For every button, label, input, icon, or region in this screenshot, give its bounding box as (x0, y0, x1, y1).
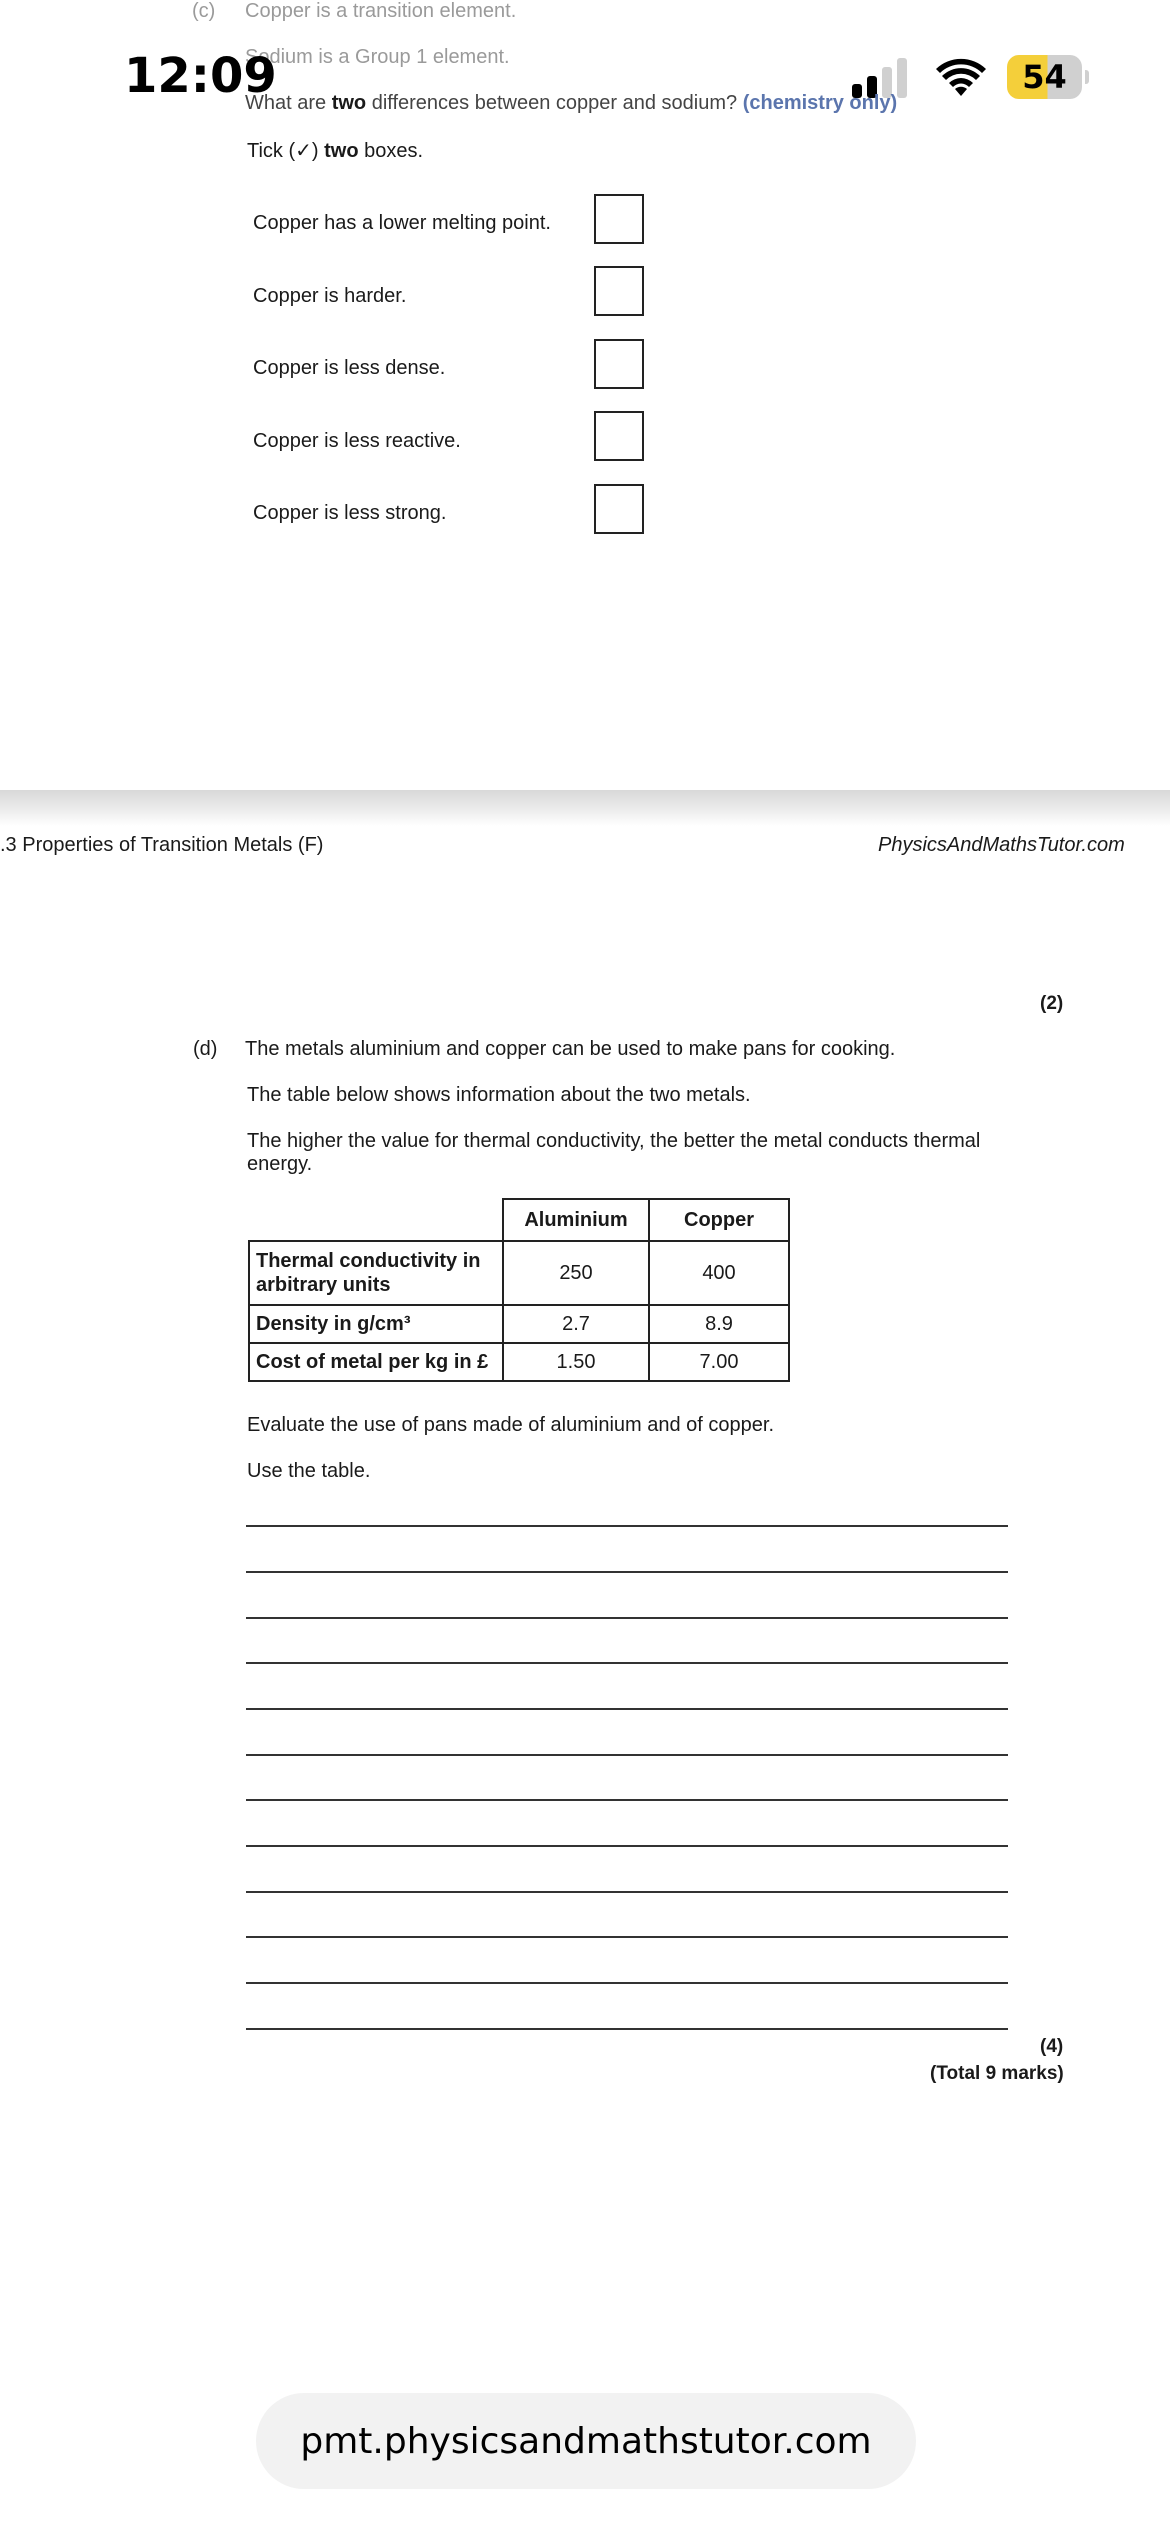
table-cell: 1.50 (503, 1343, 649, 1381)
tick-instruction (247, 139, 423, 163)
answer-line[interactable] (246, 1754, 1008, 1756)
option-checkbox[interactable] (594, 339, 644, 389)
row-label-line: Thermal conductivity in (256, 1250, 481, 1272)
marks-part-c: (2) (1040, 993, 1064, 1014)
tick-post: boxes. (358, 140, 424, 162)
answer-line[interactable] (246, 1525, 1008, 1527)
page-header-site: PhysicsAndMathsTutor.com (878, 834, 1125, 856)
d-table-intro: The table below shows information about the two metals. (247, 1084, 751, 1106)
evaluate-instruction: Evaluate the use of pans made of aluminium and of copper. (247, 1414, 775, 1436)
page-header-title: .3 Properties of Transition Metals (F) (0, 834, 324, 856)
d-conductivity-note: The higher the value for thermal conductivity, the better the metal conducts thermal (247, 1130, 981, 1152)
answer-line[interactable] (246, 1617, 1008, 1619)
table-cell: 250 (503, 1241, 649, 1305)
metals-table (248, 1198, 790, 1382)
option-checkbox[interactable] (594, 266, 644, 316)
answer-line[interactable] (246, 1982, 1008, 1984)
table-cell: 2.7 (503, 1305, 649, 1343)
battery-level: 54 (1022, 58, 1067, 96)
answer-line[interactable] (246, 1799, 1008, 1801)
option-checkbox[interactable] (594, 411, 644, 461)
question-c-pre: What are (245, 92, 332, 114)
row-label (249, 1241, 503, 1305)
copper-transition-text: Copper is a transition element. (245, 0, 517, 22)
d-conductivity-note-cont: energy. (247, 1153, 313, 1175)
marks-part-d: (4) (1040, 2036, 1064, 2057)
answer-line[interactable] (246, 1891, 1008, 1893)
answer-line[interactable] (246, 2028, 1008, 2030)
answer-line[interactable] (246, 1936, 1008, 1938)
option-label: Copper is harder. (253, 285, 407, 307)
option-label: Copper is less strong. (253, 502, 447, 524)
wifi-icon (936, 58, 986, 98)
d-intro-text: The metals aluminium and copper can be used to make pans for cooking. (245, 1038, 896, 1060)
use-table-instruction: Use the table. (247, 1460, 371, 1482)
table-row (249, 1343, 789, 1381)
tick-pre: Tick (✓) (247, 140, 325, 162)
table-row (249, 1241, 789, 1305)
answer-line[interactable] (246, 1662, 1008, 1664)
answer-line[interactable] (246, 1845, 1008, 1847)
chemistry-only-tag: (chemistry only) (742, 92, 898, 114)
option-checkbox[interactable] (594, 194, 644, 244)
column-header: Aluminium (503, 1199, 649, 1241)
answer-line[interactable] (246, 1571, 1008, 1573)
row-label: Cost of metal per kg in £ (249, 1343, 503, 1381)
sodium-group1-text: Sodium is a Group 1 element. (245, 46, 510, 68)
option-label: Copper has a lower melting point. (253, 212, 551, 234)
row-label: Density in g/cm³ (249, 1305, 503, 1343)
part-c-label: (c) (192, 0, 216, 22)
address-bar[interactable] (256, 2393, 916, 2489)
question-c-bold: two (331, 92, 367, 114)
table-header-row (249, 1199, 789, 1241)
battery-indicator (1007, 55, 1082, 99)
option-checkbox[interactable] (594, 484, 644, 534)
status-time: 12:09 (124, 48, 277, 104)
table-row (249, 1305, 789, 1343)
row-label-line: arbitrary units (256, 1274, 391, 1296)
option-label: Copper is less reactive. (253, 430, 461, 452)
column-header: Copper (649, 1199, 789, 1241)
table-cell: 7.00 (649, 1343, 789, 1381)
table-cell: 400 (649, 1241, 789, 1305)
tick-bold: two (324, 140, 359, 162)
table-cell: 8.9 (649, 1305, 789, 1343)
battery-cap (1085, 70, 1089, 84)
part-d-label: (d) (193, 1038, 218, 1060)
answer-line[interactable] (246, 1708, 1008, 1710)
option-label: Copper is less dense. (253, 357, 446, 379)
question-c-post: differences between copper and sodium? (366, 92, 738, 114)
address-url: pmt.physicsandmathstutor.com (300, 2420, 872, 2462)
page-divider (0, 790, 1170, 826)
question-c-text (245, 91, 897, 115)
table-corner (249, 1199, 503, 1241)
total-marks: (Total 9 marks) (930, 2063, 1064, 2084)
